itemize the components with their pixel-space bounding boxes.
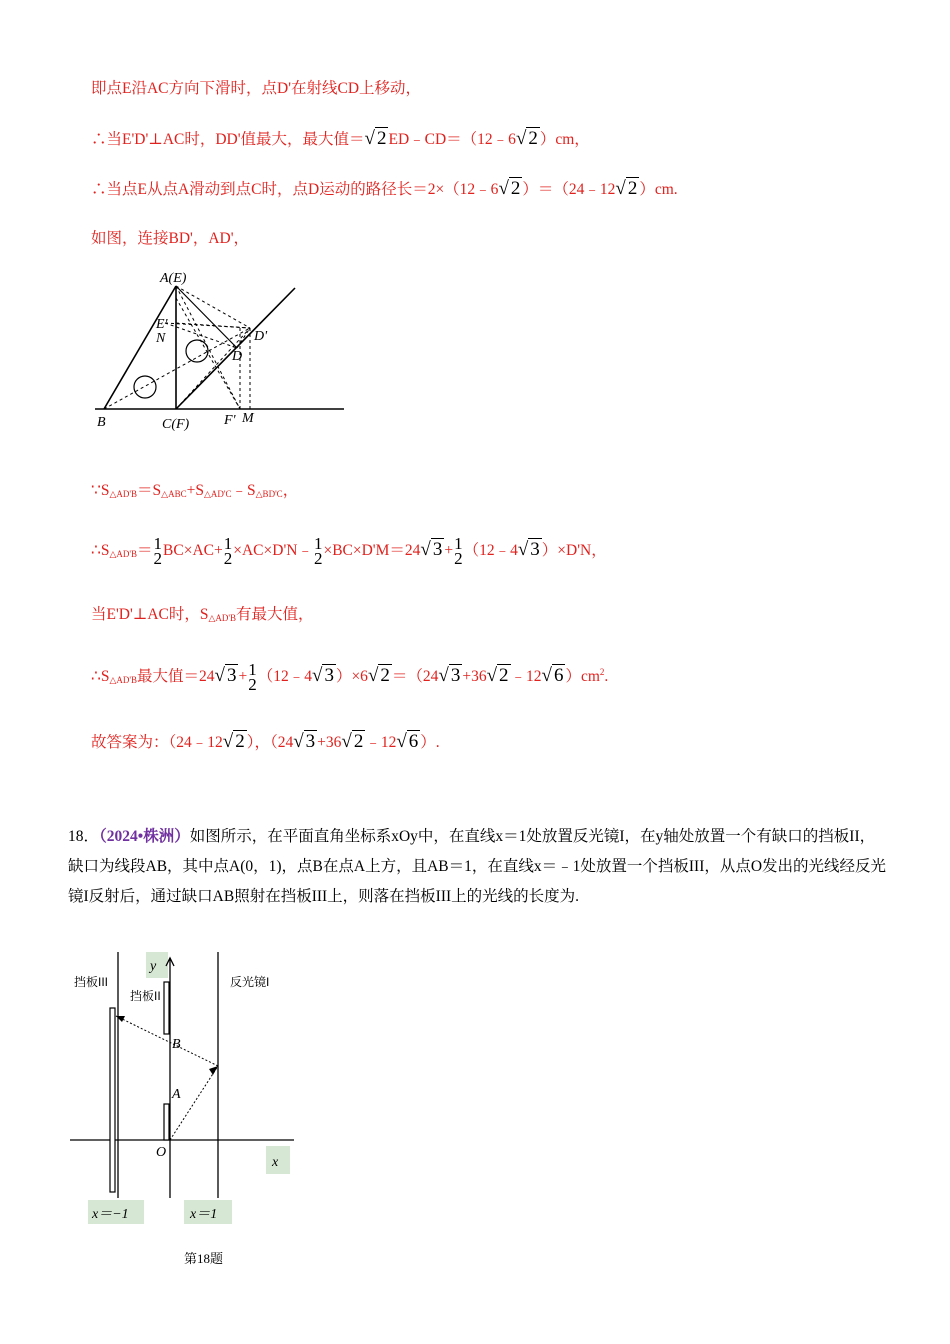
text: ∴S — [91, 668, 110, 685]
label-o: O — [156, 1145, 167, 1160]
text: ×BC×D'M＝24 — [323, 542, 421, 559]
radicand: 2 — [235, 731, 245, 752]
text: ， — [282, 482, 299, 499]
label-e-prime: E' — [156, 317, 168, 332]
sqrt: √ 6 — [541, 665, 564, 686]
text: BC×AC+ — [163, 542, 223, 559]
label-c: C(F) — [162, 417, 190, 432]
figure-caption: 第18题 — [184, 1251, 224, 1266]
text: ×AC×D'N﹣ — [233, 542, 313, 559]
solution-line-7 — [91, 604, 314, 629]
text: ）cm. — [639, 181, 678, 198]
solution-line-8 — [91, 652, 608, 700]
text: ∴S — [91, 542, 110, 559]
subscript: △AD'B — [208, 613, 237, 623]
text: 即点E沿AC方向下滑时，点D'在射线CD上移动， — [91, 80, 422, 97]
solution-line-3 — [91, 178, 678, 201]
text: + — [444, 542, 454, 559]
radicand: 3 — [324, 665, 334, 686]
circle-left — [134, 376, 156, 398]
text: ＝S — [137, 482, 162, 499]
label-y: y — [150, 959, 157, 974]
question-18 — [68, 822, 890, 912]
solution-line-6 — [91, 530, 607, 574]
dash-b-d-prime — [104, 328, 250, 409]
text: ﹣S — [231, 482, 256, 499]
subscript: △AD'B — [109, 489, 138, 499]
radicand: 2 — [627, 178, 638, 199]
radicand: 3 — [432, 539, 443, 560]
denominator: 2 — [454, 549, 463, 569]
label-a: A — [172, 1087, 181, 1102]
text: ）×D'N， — [541, 542, 607, 559]
subscript: △BD'C — [255, 489, 283, 499]
label-x1: x＝1 — [190, 1207, 218, 1222]
text: +S — [186, 482, 204, 499]
denominator: 2 — [223, 549, 233, 569]
text: 当E'D'⊥AC时，S — [91, 606, 209, 623]
label-f-prime: F' — [224, 413, 236, 428]
radicand: 3 — [450, 665, 461, 686]
label-d-prime: D' — [254, 329, 268, 344]
text: ∴当E'D'⊥AC时，DD'值最大，最大值＝ — [91, 131, 365, 148]
text: ∵S — [91, 482, 110, 499]
radicand: 3 — [305, 731, 316, 752]
sqrt: √ 3 — [312, 665, 334, 686]
subscript: △AD'C — [203, 489, 232, 499]
dash-ad-prime — [176, 286, 250, 328]
text: . — [604, 668, 609, 685]
segment-ba — [104, 286, 176, 409]
radicand: 3 — [530, 539, 540, 560]
text: ）×6 — [335, 668, 368, 685]
text: +36 — [462, 668, 487, 685]
sqrt: √ 2 — [222, 731, 245, 752]
fraction-half — [153, 534, 163, 569]
text: +36 — [317, 734, 342, 751]
sqrt: √ 3 — [517, 539, 540, 560]
sqrt: √ 2 — [515, 128, 538, 149]
coordinate-figure — [66, 948, 302, 1230]
sqrt: √ 2 — [615, 178, 638, 199]
text: ）＝（24﹣12 — [522, 181, 616, 198]
fraction-half — [223, 534, 233, 569]
numerator: 1 — [454, 534, 463, 554]
denominator: 2 — [313, 549, 323, 569]
denominator: 2 — [248, 675, 257, 695]
text: ＝（24 — [391, 668, 439, 685]
sqrt: √ 3 — [214, 665, 237, 686]
sqrt: √ 3 — [293, 731, 316, 752]
radicand: 2 — [528, 128, 538, 149]
subscript: △ABC — [161, 489, 187, 499]
text: 有最大值， — [236, 606, 314, 623]
label-board2: 挡板II — [130, 989, 161, 1003]
text: ∴当点E从点A滑动到点C时，点D运动的路径长＝2×（12﹣6 — [91, 181, 499, 198]
board-3 — [110, 1008, 115, 1192]
radicand: 2 — [376, 128, 387, 149]
sqrt: √ 2 — [341, 731, 364, 752]
numerator: 1 — [223, 534, 233, 554]
sqrt: √ 2 — [367, 665, 390, 686]
label-n: N — [156, 331, 166, 346]
radicand: 6 — [553, 665, 564, 686]
sqrt: √ 2 — [486, 665, 509, 686]
denominator: 2 — [153, 549, 163, 569]
solution-line-5 — [91, 480, 298, 505]
sqrt: √ 3 — [438, 665, 461, 686]
sqrt: √ 2 — [498, 178, 521, 199]
label-xm1: x＝−1 — [92, 1207, 129, 1222]
text: + — [238, 668, 248, 685]
numerator: 1 — [313, 534, 323, 554]
sqrt: √ 6 — [396, 731, 419, 752]
radicand: 3 — [226, 665, 237, 686]
circle-right — [186, 340, 208, 362]
solution-line-2 — [91, 128, 590, 151]
label-a: A(E) — [160, 271, 187, 286]
question-source: （2024•株洲） — [99, 828, 190, 845]
board-2-upper — [164, 982, 169, 1034]
text: 故答案为：（24﹣12 — [91, 734, 223, 751]
fraction-half — [454, 534, 463, 569]
text: ）cm — [565, 668, 600, 685]
text: ）. — [420, 734, 440, 751]
text: （12﹣4 — [257, 668, 312, 685]
superscript: 2 — [599, 667, 605, 677]
numerator: 1 — [153, 534, 163, 554]
geometry-figure — [90, 268, 352, 438]
label-board3: 挡板III — [74, 975, 109, 989]
numerator: 1 — [248, 660, 257, 680]
solution-line-4 — [91, 228, 249, 250]
label-b: B — [97, 415, 106, 430]
text: 如图，连接BD'，AD'， — [91, 230, 250, 247]
fraction-half — [248, 660, 257, 695]
question-body: 如图所示，在平面直角坐标系xOy中，在直线x＝1处放置反光镜I，在y轴处放置一个有缺口的挡板II，缺口为线段AB，其中点A(0，1)，点B在点A上方，且AB＝1，在直线x＝﹣1处放置一个挡板III，从点O发出的光线经反光镜I反射后，通过缺口AB照射在挡板III上，则落在挡板III上的光线的长度为. — [68, 828, 887, 905]
text: ﹣12 — [365, 734, 397, 751]
label-m: M — [242, 411, 254, 426]
text: ED﹣CD＝（12﹣6 — [388, 131, 516, 148]
text: ﹣12 — [510, 668, 542, 685]
label-x: x — [272, 1155, 279, 1170]
label-mirror: 反光镜I — [230, 975, 270, 989]
radicand: 2 — [353, 731, 364, 752]
sqrt: √ 3 — [420, 539, 443, 560]
question-number: 18． — [68, 828, 100, 845]
text: （12﹣4 — [463, 542, 518, 559]
label-d: D — [232, 349, 243, 364]
radicand: 2 — [499, 665, 509, 686]
radicand: 6 — [408, 731, 419, 752]
text: 最大值＝24 — [137, 668, 215, 685]
text: ），（24 — [246, 734, 294, 751]
fraction-half — [313, 534, 323, 569]
solution-line-9 — [91, 731, 440, 754]
text: ＝ — [137, 542, 153, 559]
radicand: 2 — [510, 178, 521, 199]
subscript: △AD'B — [109, 675, 138, 685]
board-2-lower — [164, 1104, 169, 1140]
text: ）cm， — [539, 131, 590, 148]
label-b: B — [172, 1037, 181, 1052]
solution-line-1 — [91, 78, 421, 100]
subscript: △AD'B — [109, 549, 138, 559]
sqrt: √ 2 — [364, 128, 387, 149]
radicand: 2 — [380, 665, 390, 686]
segment-ad — [176, 286, 237, 348]
